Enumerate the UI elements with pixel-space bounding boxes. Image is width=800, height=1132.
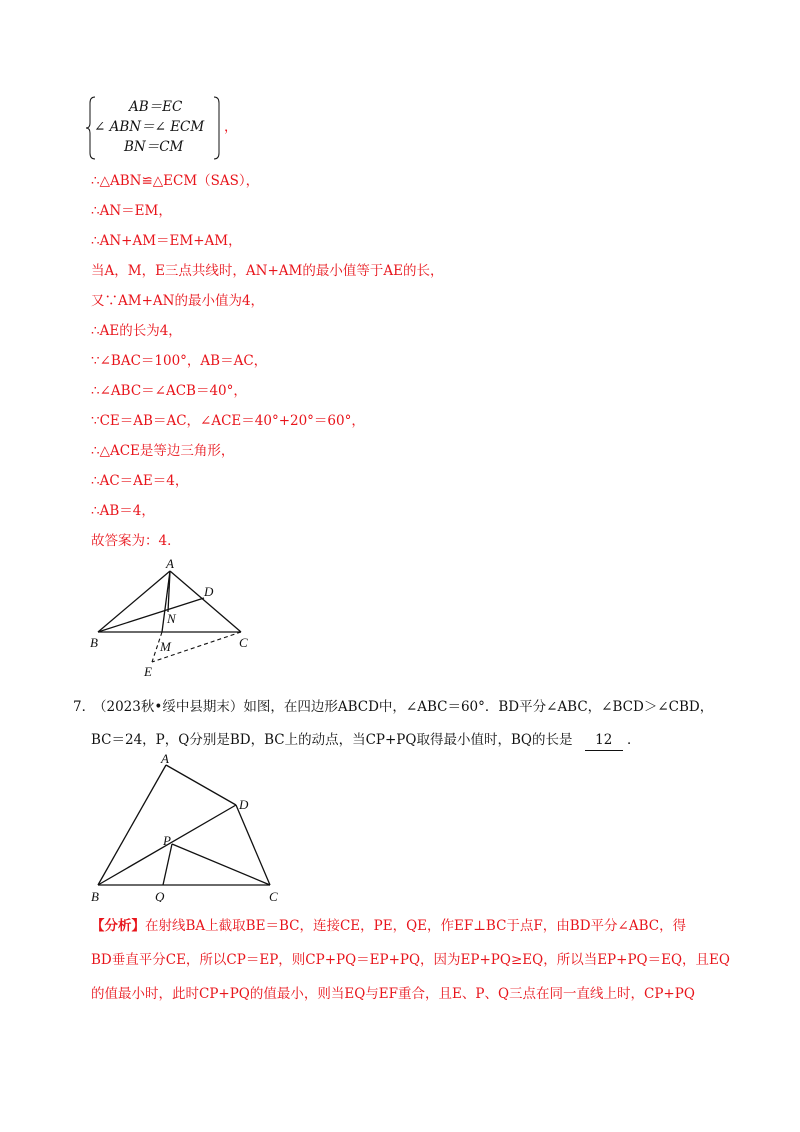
point-label-E: E [144, 664, 152, 679]
problem-text-line-2 [91, 730, 641, 751]
solution-line: 又∵AM+AN的最小值为4， [91, 293, 265, 309]
segment-AB [98, 571, 170, 632]
problem-text-line-2-start: BC＝24，P，Q分别是BD，BC上的动点，当CP+PQ取得最小值时，BQ的长是 [91, 732, 573, 748]
analysis-line-3: 的值最小时，此时CP+PQ的值最小，则当EQ与EF重合，且E、P、Q三点在同一直线上时，CP+PQ [91, 986, 695, 1002]
solution-line: ∴AN+AM＝EM+AM， [91, 233, 242, 249]
equation-tail: ， [224, 119, 238, 135]
point-label-B: B [91, 889, 99, 902]
point-label-Q: Q [155, 889, 165, 902]
problem-text-line-1: （2023秋•绥中县期末）如图，在四边形ABCD中，∠ABC＝60°．BD平分∠ABC，∠BCD＞∠CBD， [93, 699, 714, 715]
segment-AD [166, 765, 236, 805]
segment-PQ [163, 844, 172, 885]
point-label-D: D [239, 797, 249, 812]
equation-system [86, 95, 236, 161]
solution-line: 故答案为：4． [91, 533, 181, 549]
solution-line: ∵∠BAC＝100°，AB＝AC， [91, 353, 268, 369]
solution-line: 当A，M，E三点共线时，AN+AM的最小值等于AE的长， [91, 263, 444, 279]
geometry-figure-1 [80, 552, 280, 682]
segment-AC [170, 571, 241, 632]
point-label-M: M [160, 639, 171, 654]
point-label-B: B [90, 635, 98, 650]
answer-value: 12 [595, 732, 613, 748]
geometry-figure-2 [80, 752, 300, 902]
analysis-text-1: 在射线BA上截取BE＝BC，连接CE，PE，QE，作EF⊥BC于点F，由BD平分∠ABC，得 [145, 918, 687, 934]
solution-line: ∴AB＝4， [91, 503, 155, 519]
analysis-line-2: BD垂直平分CE，所以CP＝EP，则CP+PQ＝EP+PQ，因为EP+PQ≥EQ，所以当EP+PQ＝EQ，且EQ [91, 952, 730, 968]
equation-2: ∠ ABN＝∠ ECM [94, 119, 205, 135]
analysis-tag: 【分析】 [91, 918, 145, 934]
segment-AB [98, 765, 166, 885]
solution-line: ∴△ABN≌△ECM（SAS）， [91, 173, 260, 189]
solution-line: ∵CE＝AB＝AC，∠ACE＝40°+20°＝60°， [91, 413, 365, 429]
solution-line: ∴AE的长为4， [91, 323, 182, 339]
point-label-C: C [269, 889, 278, 902]
point-label-D: D [204, 584, 214, 599]
point-label-A: A [166, 556, 174, 571]
point-label-A: A [161, 752, 169, 766]
right-brace [212, 95, 224, 161]
solution-line: ∴∠ABC＝∠ACB＝40°， [91, 383, 247, 399]
point-label-N: N [167, 611, 176, 626]
point-label-C: C [239, 635, 248, 650]
equation-3: BN＝CM [124, 139, 184, 155]
problem-text-line-2-end: ． [627, 732, 641, 748]
equation-1: AB＝EC [129, 99, 183, 115]
point-label-P: P [163, 833, 171, 848]
solution-line: ∴AN＝EM， [91, 203, 172, 219]
analysis-line-1 [91, 916, 686, 936]
solution-line: ∴△ACE是等边三角形， [91, 443, 235, 459]
problem-number: 7． [73, 699, 96, 715]
segment-BD [98, 598, 204, 632]
solution-line: ∴AC＝AE＝4， [91, 473, 189, 489]
answer-blank [585, 730, 623, 751]
